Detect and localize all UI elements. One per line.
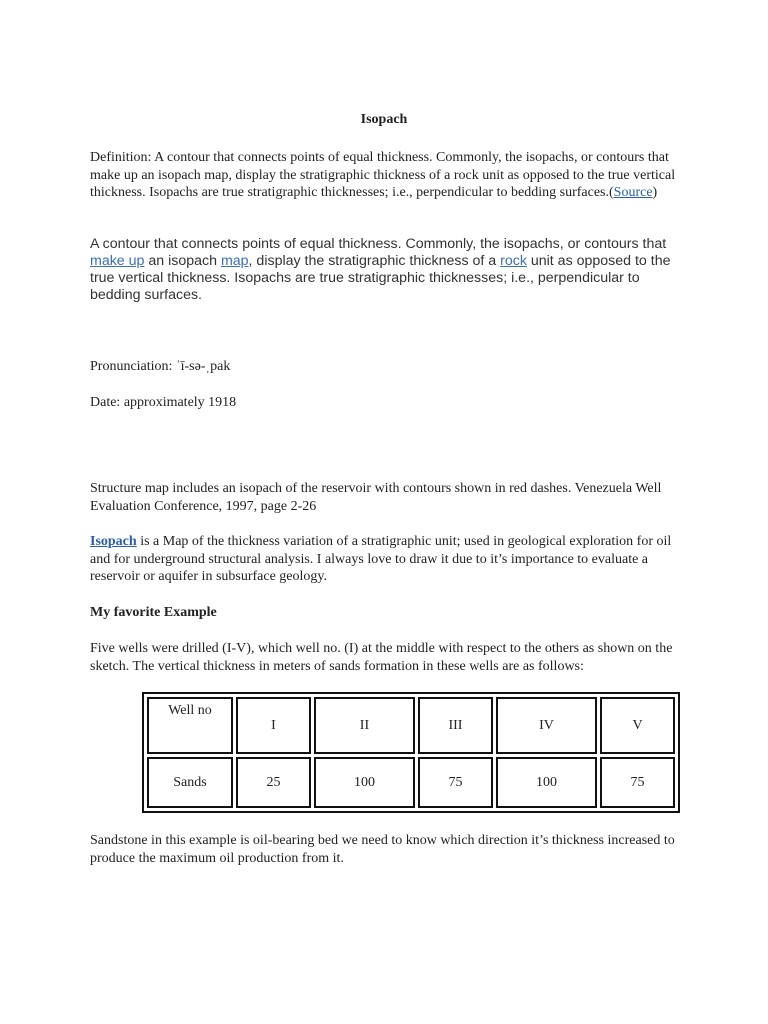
example-heading: My favorite Example — [90, 605, 217, 620]
table-cell-value: 75 — [600, 757, 675, 808]
rock-link[interactable]: rock — [500, 253, 527, 269]
table-cell-well: I — [236, 697, 311, 754]
definition-label: Definition: — [90, 150, 152, 165]
date-line: Date: approximately 1918 — [90, 395, 237, 410]
table-cell-well: IV — [496, 697, 597, 754]
table-cell-value: 100 — [314, 757, 415, 808]
table-row — [147, 697, 675, 754]
map-link[interactable]: map — [220, 253, 249, 269]
isopach-paragraph: Isopach is a Map of the thickness variation of a stratigraphic unit; used in geological exploration for oil and for underground structural analysis. I always love to draw it due to it’s importance to evaluate a reservoir or aquifer in subsurface geology. — [90, 534, 672, 584]
closing-paragraph: Sandstone in this example is oil-bearing bed we need to know which direction it’s thickness increased to produce the maximum oil production from it. — [90, 833, 675, 866]
document-title: Isopach — [360, 112, 408, 127]
example-paragraph: Five wells were drilled (I-V), which well no. (I) at the middle with respect to the others as shown on the sketch. The vertical thickness in meters of sands formation in these wells are as follows: — [90, 641, 673, 674]
sands-row-header: Sands — [147, 757, 233, 808]
table-cell-well: V — [600, 697, 675, 754]
isopach-link[interactable]: Isopach — [90, 534, 137, 549]
pronunciation-line: Pronunciation: ˈī-sə-ˌpak — [90, 359, 231, 374]
source-link[interactable]: Source — [613, 185, 653, 200]
table-cell-value: 25 — [236, 757, 311, 808]
definition-paragraph: Definition: A contour that connects points of equal thickness. Commonly, the isopachs, or contours that make up an isopach map, display the stratigraphic thickness of a rock unit as opposed to the true vertical thickness. Isopachs are true stratigraphic thicknesses; i.e., perpendicular to bedding surfaces.(Source) — [90, 150, 676, 200]
wells-table — [142, 692, 680, 813]
table-cell-value: 75 — [418, 757, 493, 808]
web-definition-paragraph: A contour that connects points of equal thickness. Commonly, the isopachs, or contours that make up an isopach map, display the stratigraphic thickness of a rock unit as opposed to the true vertical thickness. Isopachs are true stratigraphic thicknesses; i.e., perpendicular to bedding surfaces. — [90, 236, 671, 303]
structure-map-paragraph: Structure map includes an isopach of the reservoir with contours shown in red dashes. Venezuela Well Evaluation Conference, 1997, page 2-26 — [90, 481, 662, 514]
make-up-link[interactable]: make up — [90, 253, 145, 269]
well-no-header: Well no — [147, 697, 233, 754]
table-cell-value: 100 — [496, 757, 597, 808]
definition-text: A contour that connects points of equal thickness. Commonly, the isopachs, or contours that make up an isopach map, display the stratigraphic thickness of a rock unit as opposed to the true vertical thickness. Isopachs are true stratigraphic thicknesses; i.e., perpendicular to bedding surfaces.( — [90, 150, 676, 200]
table-row — [147, 757, 675, 808]
table-cell-well: II — [314, 697, 415, 754]
table-cell-well: III — [418, 697, 493, 754]
